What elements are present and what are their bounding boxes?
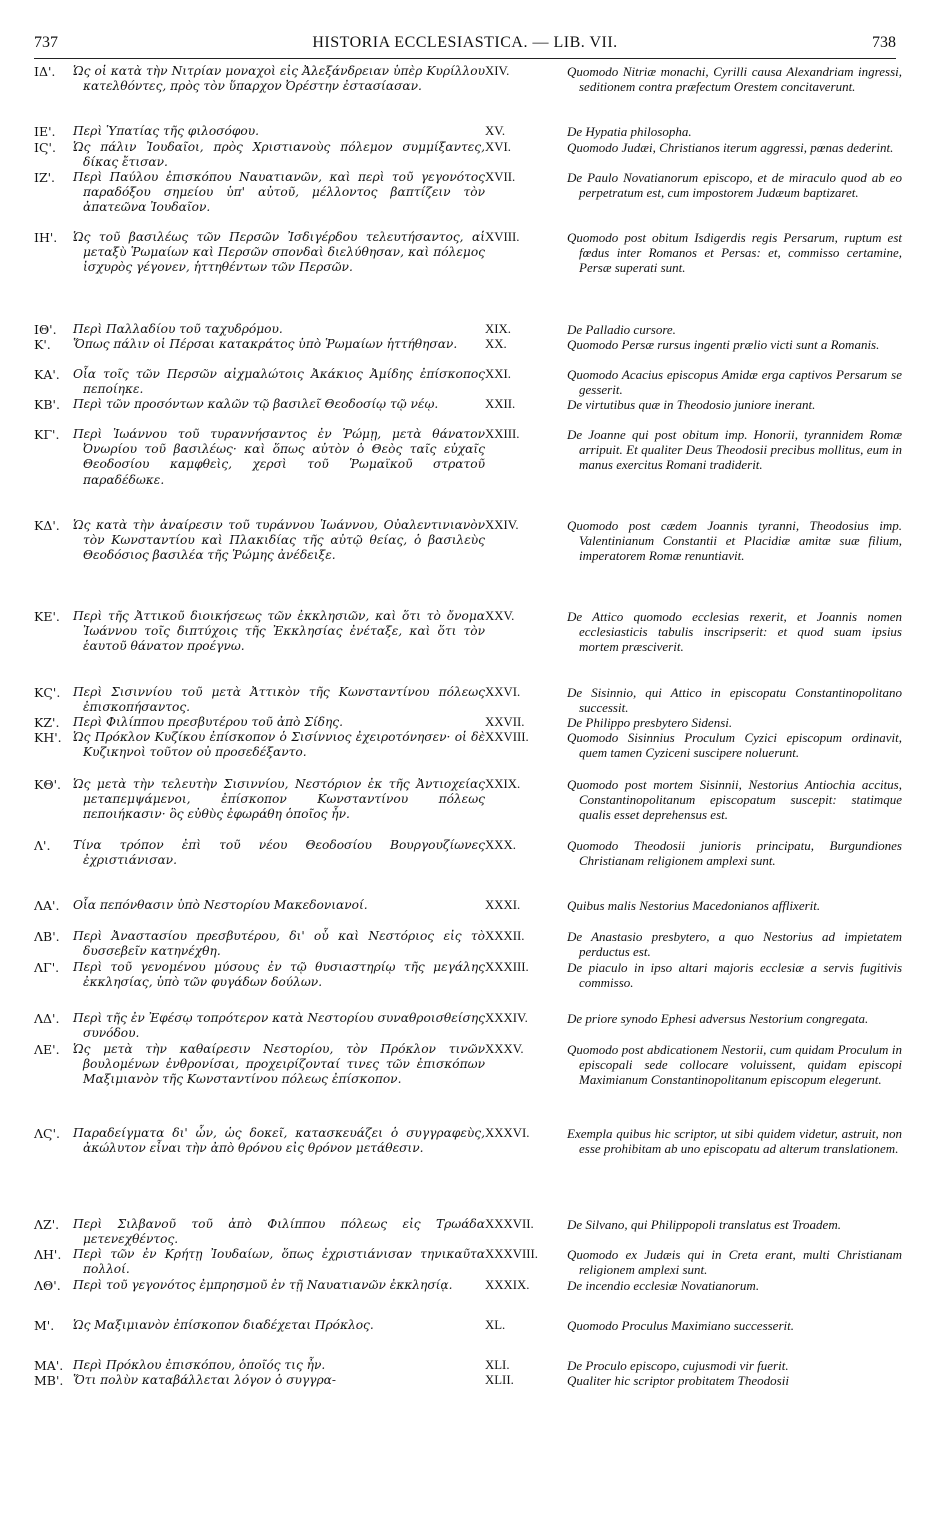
latin-entry [485,1217,902,1247]
running-title: HISTORIA ECCLESIASTICA. — LIB. VII. [312,34,618,51]
latin-chapter-number: XXXII. [485,929,525,943]
greek-chapter-title: Ὡς οἱ κατὰ τὴν Νιτρίαν μοναχοὶ εἰς Ἀλεξάνδρειαν ὑπὲρ Κυρίλλου κατελθόντες, πρὸς τὸν ὕπαρχον Ὀρέστην ἐστασίασαν. [73,64,485,94]
latin-chapter-title: Quomodo Nitriæ monachi, Cyrilli causa Alexandriam ingressi, seditionem contra præfectum Orestem concitaverunt. [567,64,902,95]
latin-entry [485,124,902,140]
latin-entry [485,609,902,685]
greek-chapter-title: Περὶ τοῦ γενομένου μύσους ἐν τῷ θυσιαστηρίῳ τῆς μεγάλης ἐκκλησίας, ὑπὸ τῶν φυγάδων δούλων. [73,960,485,990]
latin-chapter-number: XXII. [485,397,516,411]
greek-chapter-number: ΛΘ'. [34,1278,61,1293]
greek-entry [34,170,485,230]
chapter-row [34,1126,902,1217]
greek-entry [34,64,485,124]
greek-chapter-number: ΛΕ'. [34,1042,60,1057]
latin-chapter-number: XIX. [485,322,511,336]
chapter-row [34,715,902,730]
greek-chapter-title: Περὶ Σισιννίου τοῦ μετὰ Ἀττικὸν τῆς Κωνσταντίνου πόλεως ἐπισκοπήσαντος. [73,685,485,715]
greek-chapter-number: ΚϚ'. [34,685,61,700]
latin-chapter-title: Quomodo post obitum Isdigerdis regis Persarum, ruptum est fœdus inter Romanos et Persas: et, commisso certamine, Persæ superati sunt. [567,230,902,276]
latin-chapter-title: De Silvano, qui Philippopoli translatus est Troadem. [567,1217,841,1232]
greek-chapter-number: ΛΒ'. [34,929,60,944]
greek-chapter-number: ΙϚ'. [34,140,56,155]
greek-chapter-number: ΙΖ'. [34,170,56,185]
chapter-row [34,124,902,140]
greek-chapter-number: ΛΗ'. [34,1247,62,1262]
greek-chapter-title: Ὡς πάλιν Ἰουδαῖοι, πρὸς Χριστιανοὺς πόλεμον συμμίξαντες, δίκας ἔτισαν. [73,140,485,170]
latin-chapter-number: XXXI. [485,898,521,912]
greek-chapter-title: Περὶ Σιλβανοῦ τοῦ ἀπὸ Φιλίππου πόλεως εἰς Τρωάδα μετενεχθέντος. [73,1217,485,1247]
chapter-row [34,518,902,609]
latin-entry [485,367,902,397]
latin-chapter-title: Exempla quibus hic scriptor, ut sibi quidem videtur, astruit, non esse prohibitam ab uno episcopatu ad alterum translationem. [567,1126,902,1157]
greek-chapter-title: Ὅπως πάλιν οἱ Πέρσαι κατακράτος ὑπὸ Ῥωμαίων ἡττήθησαν. [73,337,458,351]
chapter-row [34,1042,902,1126]
latin-chapter-number: XX. [485,337,507,351]
left-page-number: 737 [34,34,58,51]
chapter-row [34,960,902,1011]
greek-entry [34,322,485,337]
chapter-row [34,1358,902,1373]
latin-entry [485,140,902,170]
latin-chapter-number: XXXIII. [485,960,529,974]
greek-chapter-title: Περὶ Ἀναστασίου πρεσβυτέρου, δι' οὗ καὶ Νεστόριος εἰς τὸ δυσσεβεῖν κατηνέχθη. [73,929,485,959]
latin-entry [485,397,902,427]
greek-entry [34,609,485,685]
greek-chapter-title: Περὶ τοῦ γεγονότος ἐμπρησμοῦ ἐν τῇ Ναυατιανῶν ἐκκλησίᾳ. [73,1278,453,1292]
greek-chapter-number: ΙΗ'. [34,230,58,245]
latin-chapter-number: XXXIX. [485,1278,530,1292]
greek-chapter-number: ΜΑ'. [34,1358,64,1373]
chapter-row [34,1373,902,1388]
greek-entry [34,898,485,929]
latin-chapter-number: XXVII. [485,715,525,729]
greek-entry [34,777,485,838]
latin-entry [485,929,902,960]
greek-chapter-number: ΚΔ'. [34,518,60,533]
chapter-row [34,609,902,685]
chapter-row [34,170,902,230]
chapter-row [34,230,902,322]
latin-chapter-title: Quomodo Sisinnius Proculum Cyzici episcopum ordinavit, quem tamen Cyziceni suscipere noluerunt. [567,730,902,761]
greek-chapter-title: Ὡς Πρόκλον Κυζίκου ἐπίσκοπον ὁ Σισίννιος ἐχειροτόνησεν· οἱ δὲ Κυζικηνοὶ τοῦτον οὐ προσεδέξαντο. [73,730,485,760]
greek-entry [34,337,485,367]
greek-entry [34,960,485,1011]
latin-chapter-title: De piaculo in ipso altari majoris ecclesiæ a servis fugitivis commisso. [567,960,902,991]
greek-chapter-title: Τίνα τρόπον ἐπὶ τοῦ νέου Θεοδοσίου Βουργουζίωνες ἐχριστιάνισαν. [73,838,485,868]
latin-chapter-number: XIV. [485,64,510,78]
greek-chapter-number: ΙΔ'. [34,64,56,79]
greek-chapter-number: ΚΕ'. [34,609,60,624]
latin-chapter-title: Qualiter hic scriptor probitatem Theodosii [567,1373,789,1388]
chapter-row [34,929,902,960]
greek-chapter-number: ΛΖ'. [34,1217,60,1232]
greek-chapter-number: ΜΒ'. [34,1373,64,1388]
greek-entry [34,140,485,170]
latin-chapter-number: XL. [485,1318,506,1332]
greek-entry [34,124,485,140]
chapter-row [34,1278,902,1318]
greek-chapter-title: Οἷα τοῖς τῶν Περσῶν αἰχμαλώτοις Ἀκάκιος Ἀμίδης ἐπίσκοπος πεποίηκε. [73,367,485,397]
latin-chapter-title: De Attico quomodo ecclesias rexerit, et Joannis nomen ecclesiasticis tabulis inscripserit: et quod suam ipsius mortem præsciverit. [567,609,902,655]
greek-entry [34,685,485,715]
latin-chapter-title: Quomodo Proculus Maximiano successerit. [567,1318,794,1333]
latin-chapter-number: XXXVII. [485,1217,534,1231]
greek-chapter-number: ΚΑ'. [34,367,60,382]
latin-chapter-title: De Palladio cursore. [567,322,676,337]
latin-entry [485,730,902,777]
greek-chapter-title: Περὶ τῆς Ἀττικοῦ διοικήσεως τῶν ἐκκλησιῶν, καὶ ὅτι τὸ ὄνομα Ἰωάννου τοῖς διπτύχοις τῆς Ἐκκλησίας ἐνέταξε, καὶ ὅτι τὸν ἑαυτοῦ θάνατον προέγνω. [73,609,485,654]
chapter-row [34,898,902,929]
greek-chapter-title: Οἷα πεπόνθασιν ὑπὸ Νεστορίου Μακεδονιανοί. [73,898,368,912]
chapter-row [34,730,902,777]
greek-chapter-number: ΛΑ'. [34,898,60,913]
greek-chapter-number: ΙΘ'. [34,322,57,337]
latin-chapter-title: Quomodo post abdicationem Nestorii, cum quidam Proculum in episcopali sede collocare voluissent, quidam episcopi Maximianum Constantinopolitanum episcopum elegerunt. [567,1042,902,1088]
chapter-row [34,322,902,337]
latin-entry [485,1126,902,1217]
chapter-row [34,427,902,518]
greek-entry [34,1011,485,1042]
greek-chapter-number: Κ'. [34,337,51,352]
greek-entry [34,1373,485,1388]
greek-chapter-title: Ὡς μετὰ τὴν τελευτὴν Σισιννίου, Νεστόριον ἐκ τῆς Ἀντιοχείας μεταπεμψάμενοι, ἐπίσκοπον Κωνσταντίνου πόλεως πεποιήκασιν· ὃς εὐθὺς ἐφωράθη ὁποῖος ἦν. [73,777,485,822]
latin-chapter-title: Quibus malis Nestorius Macedonianos afflixerit. [567,898,821,913]
greek-chapter-title: Περὶ Ὑπατίας τῆς φιλοσόφου. [73,124,259,138]
latin-chapter-number: XVI. [485,140,511,154]
greek-chapter-title: Περὶ τῆς ἐν Ἐφέσῳ τοπρότερον κατὰ Νεστορίου συναθροισθείσης συνόδου. [73,1011,485,1041]
latin-entry [485,1278,902,1318]
greek-chapter-number: Μ'. [34,1318,55,1333]
latin-entry [485,337,902,367]
latin-entry [485,898,902,929]
chapter-row [34,337,902,367]
latin-chapter-title: De Philippo presbytero Sidensi. [567,715,733,730]
latin-chapter-number: XVII. [485,170,516,184]
greek-chapter-title: Περὶ τῶν ἐν Κρήτῃ Ἰουδαίων, ὅπως ἐχριστιάνισαν τηνικαῦτα πολλοί. [73,1247,485,1277]
latin-entry [485,1011,902,1042]
chapter-row [34,140,902,170]
chapter-row [34,1217,902,1247]
greek-chapter-number: Λ'. [34,838,51,853]
greek-chapter-title: Περὶ Ἰωάννου τοῦ τυραννήσαντος ἐν Ῥώμῃ, μετὰ θάνατον Ὀνωρίου τοῦ βασιλέως· καὶ ὅπως αὐτὸν ὁ Θεὸς ταῖς εὐχαῖς Θεοδοσίου καμφθεὶς, χερσὶ τοῦ Ῥωμαϊκοῦ στρατοῦ παραδέδωκε. [73,427,485,487]
latin-entry [485,322,902,337]
greek-chapter-number: ΛΔ'. [34,1011,60,1026]
greek-chapter-title: Ὡς μετὰ τὴν καθαίρεσιν Νεστορίου, τὸν Πρόκλον τινῶν βουλομένων ἐνθρονίσαι, προχειρίζονταί τινες τῶν ἐπισκόπων Μαξιμιανὸν τῆς Κωνσταντίνου πόλεως ἐπίσκοπον. [73,1042,485,1087]
page-header [34,34,896,56]
latin-chapter-number: XXXVI. [485,1126,530,1140]
latin-chapter-title: De Proculo episcopo, cujusmodi vir fuerit. [567,1358,789,1373]
greek-chapter-number: ΚΘ'. [34,777,61,792]
greek-chapter-title: Ὡς κατὰ τὴν ἀναίρεσιν τοῦ τυράννου Ἰωάννου, Οὐαλεντινιανὸν τὸν Κωνσταντίου καὶ Πλακιδίας τῆς αὐτῷ θείας, ὁ βασιλεὺς Θεοδόσιος βασιλέα τῆς Ῥώμης ἀνέδειξε. [73,518,485,563]
latin-chapter-number: XXXVIII. [485,1247,538,1261]
greek-chapter-number: ΚΒ'. [34,397,60,412]
latin-chapter-number: XVIII. [485,230,520,244]
chapter-row [34,1011,902,1042]
latin-entry [485,170,902,230]
greek-entry [34,1126,485,1217]
latin-chapter-number: XXVI. [485,685,521,699]
latin-entry [485,777,902,838]
latin-entry [485,518,902,609]
latin-chapter-title: De priore synodo Ephesi adversus Nestorium congregata. [567,1011,869,1026]
latin-chapter-title: De Anastasio presbytero, a quo Nestorius ad impietatem perductus est. [567,929,902,960]
chapter-list [34,64,902,1388]
chapter-row [34,64,902,124]
latin-chapter-number: XXVIII. [485,730,529,744]
greek-chapter-title: Ὅτι πολὺν καταβάλλεται λόγον ὁ συγγρα- [73,1373,336,1387]
greek-entry [34,518,485,609]
latin-chapter-title: Quomodo Acacius episcopus Amidæ erga captivos Persarum se gesserit. [567,367,902,398]
latin-entry [485,1042,902,1126]
greek-entry [34,367,485,397]
latin-chapter-title: De Sisinnio, qui Attico in episcopatu Constantinopolitano successit. [567,685,902,716]
latin-entry [485,838,902,898]
greek-entry [34,397,485,427]
chapter-row [34,777,902,838]
chapter-row [34,397,902,427]
greek-chapter-title: Περὶ τῶν προσόντων καλῶν τῷ βασιλεῖ Θεοδοσίῳ τῷ νέῳ. [73,397,439,411]
greek-entry [34,1318,485,1358]
latin-chapter-number: XXX. [485,838,516,852]
chapter-row [34,685,902,715]
greek-chapter-title: Ὡς τοῦ βασιλέως τῶν Περσῶν Ἰσδιγέρδου τελευτήσαντος, αἱ μεταξὺ Ῥωμαίων καὶ Περσῶν σπονδαὶ διελύθησαν, καὶ πόλεμος ἰσχυρὸς γέγονεν, ἡττηθέντων τῶν Περσῶν. [73,230,485,275]
greek-chapter-title: Ὡς Μαξιμιανὸν ἐπίσκοπον διαδέχεται Πρόκλος. [73,1318,374,1332]
latin-chapter-title: De virtutibus quæ in Theodosio juniore inerant. [567,397,816,412]
latin-entry [485,685,902,715]
greek-chapter-number: ΚΓ'. [34,427,60,442]
chapter-row [34,838,902,898]
latin-chapter-title: De incendio ecclesiæ Novatianorum. [567,1278,760,1293]
latin-chapter-number: XV. [485,124,506,138]
latin-chapter-title: De Paulo Novatianorum episcopo, et de miraculo quod ab eo perpetratum est, cum impostorem Judæum baptizaret. [567,170,902,201]
latin-entry [485,960,902,1011]
latin-entry [485,1373,902,1388]
latin-entry [485,1247,902,1278]
latin-chapter-number: XXIII. [485,427,520,441]
greek-entry [34,1358,485,1373]
latin-entry [485,64,902,124]
greek-chapter-number: ΙΕ'. [34,124,56,139]
latin-chapter-title: Quomodo Judæi, Christianos iterum aggressi, pœnas dederint. [567,140,894,155]
latin-chapter-number: XXXV. [485,1042,524,1056]
greek-chapter-title: Περὶ Φιλίππου πρεσβυτέρου τοῦ ἀπὸ Σίδης. [73,715,344,729]
latin-chapter-number: XXIV. [485,518,519,532]
greek-entry [34,1278,485,1318]
chapter-row [34,367,902,397]
latin-entry [485,1318,902,1358]
latin-chapter-title: Quomodo post cædem Joannis tyranni, Theodosius imp. Valentinianum Constantii et Placidiæ amitæ suæ filium, imperatorem Romæ renuntiavit. [567,518,902,564]
latin-chapter-number: XXXIV. [485,1011,528,1025]
greek-entry [34,1042,485,1126]
latin-chapter-title: De Hypatia philosopha. [567,124,692,139]
greek-chapter-number: ΛϚ'. [34,1126,61,1141]
greek-entry [34,1247,485,1278]
latin-chapter-title: Quomodo post mortem Sisinnii, Nestorius Antiochia accitus, Constantinopolitanum episcopatum suscepit: statimque qualis esset deprehensus est. [567,777,902,823]
latin-chapter-title: De Joanne qui post obitum imp. Honorii, tyrannidem Romæ arripuit. Et qualiter Deus Theodosii precibus mollitus, eum in manus exercitus Romani tradiderit. [567,427,902,473]
latin-chapter-number: XXV. [485,609,515,623]
greek-chapter-title: Περὶ Πρόκλου ἐπισκόπου, ὁποῖός τις ἦν. [73,1358,326,1372]
latin-chapter-title: Quomodo ex Judæis qui in Creta erant, multi Christianam religionem amplexi sunt. [567,1247,902,1278]
latin-chapter-number: XLII. [485,1373,514,1387]
greek-entry [34,838,485,898]
greek-entry [34,230,485,322]
latin-chapter-number: XXI. [485,367,511,381]
chapter-row [34,1247,902,1278]
header-rule [34,58,896,59]
greek-entry [34,427,485,518]
greek-entry [34,1217,485,1247]
latin-entry [485,230,902,322]
latin-chapter-number: XLI. [485,1358,510,1372]
greek-chapter-title: Περὶ Παλλαδίου τοῦ ταχυδρόμου. [73,322,283,336]
greek-chapter-title: Περὶ Παύλου ἐπισκόπου Ναυατιανῶν, καὶ περὶ τοῦ γεγονότος παραδόξου σημείου ὑπ' αὐτοῦ, μέλλοντος βαπτίζειν τὸν ἀπατεῶνα Ἰουδαῖον. [73,170,485,215]
latin-chapter-title: Quomodo Persæ rursus ingenti prælio victi sunt a Romanis. [567,337,880,352]
latin-entry [485,715,902,730]
greek-entry [34,715,485,730]
greek-chapter-number: ΛΓ'. [34,960,60,975]
latin-entry [485,1358,902,1373]
greek-entry [34,929,485,960]
greek-chapter-number: ΚΖ'. [34,715,60,730]
latin-chapter-number: XXIX. [485,777,521,791]
greek-chapter-number: ΚΗ'. [34,730,62,745]
greek-entry [34,730,485,777]
right-page-number: 738 [872,34,896,51]
greek-chapter-title: Παραδείγματα δι' ὧν, ὡς δοκεῖ, κατασκευάζει ὁ συγγραφεὺς, ἀκώλυτον εἶναι τὴν ἀπὸ θρόνου εἰς θρόνον μετάθεσιν. [73,1126,485,1156]
latin-entry [485,427,902,518]
latin-chapter-title: Quomodo Theodosii junioris principatu, Burgundiones Christianam religionem amplexi sunt. [567,838,902,869]
chapter-row [34,1318,902,1358]
